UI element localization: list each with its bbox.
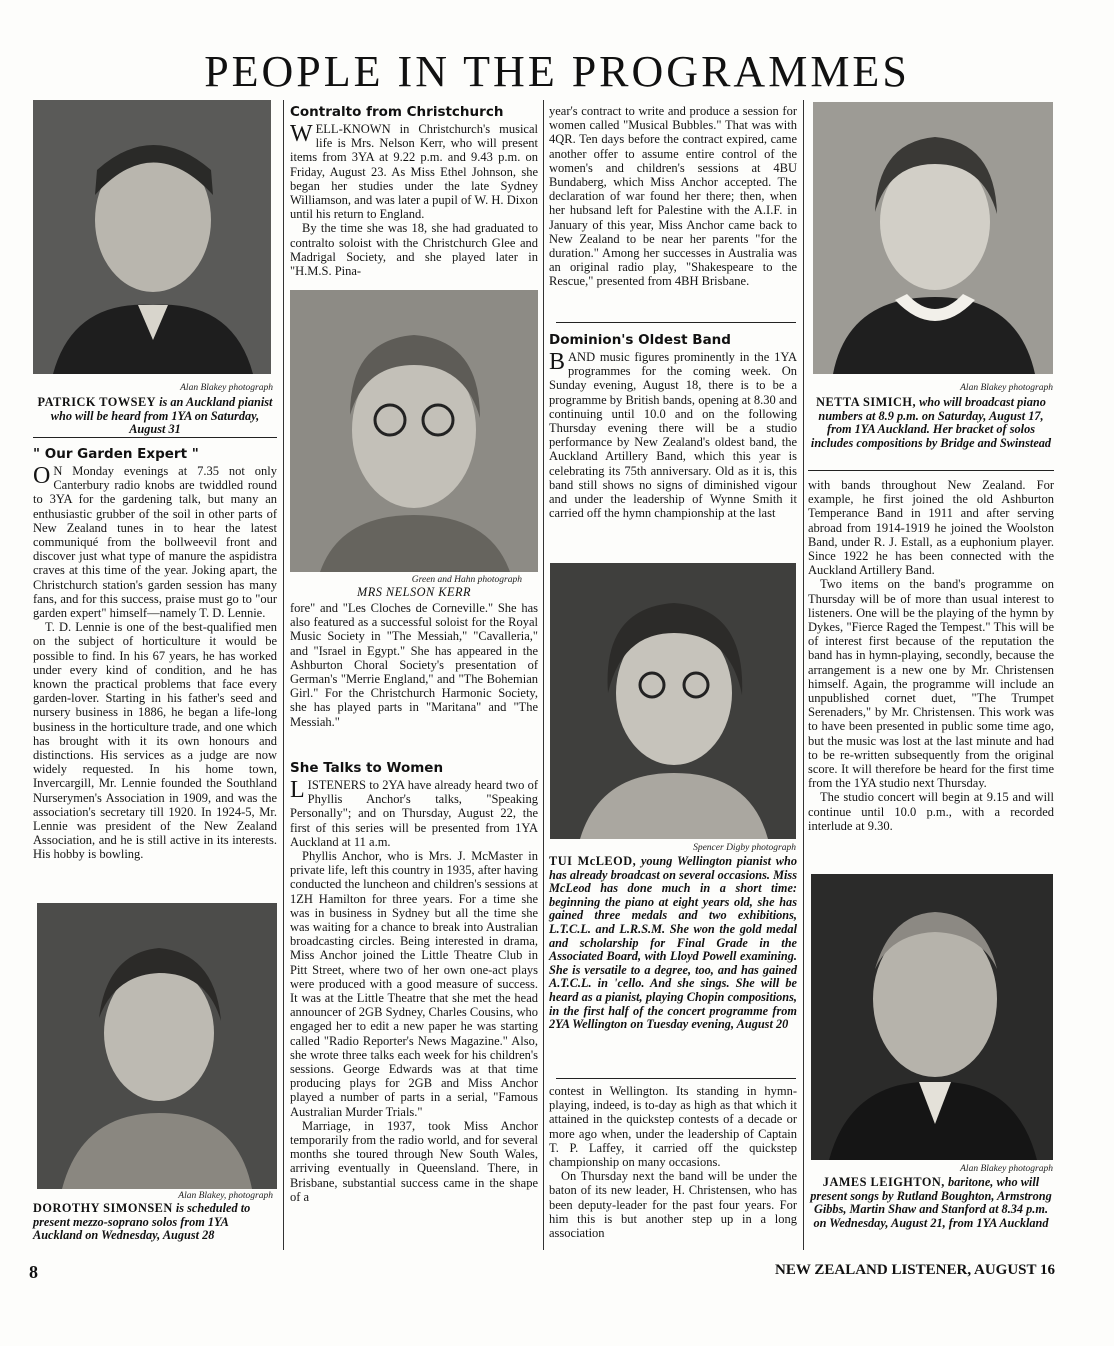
article-paragraph: Two items on the band's programme on Thursday will be of more than usual interest to listeners. One will be the playing of the hymn by Dykes, "Fierce Raged the Tempest." This will be of interest first because of the reputation the band has in hymn-playing, secondly, because the arrangement is a new one by Mr. Christensen himself. Again, the programme will include an unpublished cornet duet, "The Trumpet Serenaders," by Mr. Christensen. This work was to have been presented in public some time ago, but the music was lost at the last minute and had to be re-written subsequently from the original score. It will therefore be heard for the first time from the 1YA studio next Thursday.	[808, 577, 1054, 791]
caption-text: is an Auckland pianist who will be heard from 1YA on Saturday, August 31	[50, 395, 273, 437]
photo-credit-kerr: Green and Hahn photograph	[411, 575, 522, 585]
photo-credit-leighton: Alan Blakey photograph	[960, 1164, 1053, 1174]
caption-name: TUI McLEOD,	[549, 854, 637, 868]
article-heading: Dominion's Oldest Band	[549, 332, 731, 348]
divider	[808, 470, 1054, 471]
column-divider	[283, 100, 284, 1250]
portrait-woman-icon	[37, 903, 277, 1189]
photo-credit-towsey: Alan Blakey photograph	[180, 383, 273, 393]
caption-kerr	[290, 586, 538, 600]
caption-name: JAMES LEIGHTON,	[822, 1175, 945, 1189]
photo-tui-mcleod	[550, 563, 796, 839]
article-paragraph: T. D. Lennie is one of the best-qualified men on the subject of horticulture it would be possible to find. In his 67 years, he has worked under every kind of condition, and he has known the practical problems that face every garden-lover. Starting in his father's seed and nursery business in 1886, he began a life-long business in the horticulture trade, and one which has brought with it its own honours and distinctions. His services as a judge are now widely requested. In his home town, Invercargill, Mr. Lennie founded the Southland Nurserymen's Association in 1909, and was the association's secretary till 1920. In 1924-5, Mr. Lennie was president of the New Zealand Association, and he is still active in its interests. His hobby is bowling.	[33, 620, 277, 862]
portrait-older-man-icon	[811, 874, 1053, 1160]
article-paragraph: By the time she was 18, she had graduated to contralto soloist with the Christchurch Glee and Madrigal Society, and she played later in "H.M.S. Pina-	[290, 221, 538, 279]
portrait-young-woman-icon	[550, 563, 796, 839]
column-divider	[543, 100, 544, 1250]
caption-name: NETTA SIMICH,	[816, 395, 917, 409]
article-heading: Contralto from Christchurch	[290, 104, 504, 120]
page-number: 8	[29, 1262, 38, 1282]
photo-dorothy-simonsen	[37, 903, 277, 1189]
portrait-woman-glasses-icon	[290, 290, 538, 572]
photo-credit-simich: Alan Blakey photograph	[960, 383, 1053, 393]
caption-text: young Wellington pianist who has already broadcast on several occasions. Miss McLeod has done much in a short time: beginning the piano at eight years old, she has gained three medals and two exhibitions, L.T.C.L. and L.R.S.M. She won the gold medal and scholarship for Final Grade in the Associated Board, with Lloyd Powell examining. She is versatile to a degree, too, and has gained A.T.C.L. in 'cello. And she sings. She will be heard as a pianist, playing Chopin compositions, in the first half of the concert programme from 2YA Wellington on Tuesday evening, August 20	[549, 854, 797, 1032]
caption-name: DOROTHY SIMONSEN	[33, 1201, 173, 1215]
article-paragraph: AND music figures prominently in the 1YA programmes for the coming week. On Sunday evening, August 18, there is to be a programme by British bands, opening at 8.30 and continuing until 10.0 and on the following Thursday evening there will be a studio performance by New Zealand's oldest band, the Auckland Artillery Band, which this year is celebrating its 75th anniversary. Old as it is, this band still shows no signs of diminished vigour and under the leadership of Wynne Smith it carried off the hymn championship at the last	[549, 350, 797, 521]
caption-text: is scheduled to present mezzo-soprano solos from 1YA Auckland on Wednesday, August 28	[33, 1201, 251, 1243]
photo-patrick-towsey	[33, 100, 271, 374]
article-paragraph: Marriage, in 1937, took Miss Anchor temporarily from the radio world, and for several months she toured through New South Wales, arriving eventually in Queensland. There, in Brisbane, substantial success came in the shape of a	[290, 1118, 538, 1204]
divider	[556, 1078, 796, 1079]
article-paragraph: The studio concert will begin at 9.15 and will continue until 10.0 p.m., with a recorded interlude at 9.30.	[808, 790, 1054, 833]
article-contralto-continued	[290, 601, 538, 729]
article-paragraph: year's contract to write and produce a session for women called "Musical Bubbles." That was with 4QR. Ten days before the contract expired, came another offer to assume entire control of the women's and children's sessions at 4BU Bundaberg, which Miss Anchor accepted. The declaration of war found her there; then, when her hubsand left for Palestine with the A.I.F. in January of this year, Miss Anchor came back to New Zealand to be near her parents "for the duration." Among her successes in Australia was an original radio play, "Shakespeare to the Rescue," presented from 4BH Brisbane.	[549, 104, 797, 289]
portrait-woman-collar-icon	[813, 102, 1053, 374]
drop-cap: L	[290, 777, 305, 803]
caption-simonsen	[33, 1202, 277, 1243]
article-heading: She Talks to Women	[290, 760, 444, 776]
caption-name: PATRICK TOWSEY	[37, 395, 157, 409]
article-paragraph: On Thursday next the band will be under the baton of its new leader, H. Christensen, who has been deputy-leader for the past four years. For him this is but another step up in a long association	[549, 1169, 797, 1241]
caption-towsey	[33, 396, 277, 437]
divider	[556, 322, 796, 323]
article-oldest-band-continued-2	[808, 478, 1054, 833]
article-contralto	[290, 104, 538, 278]
portrait-man-icon	[33, 100, 271, 374]
article-garden-expert	[33, 446, 277, 862]
caption-mcleod	[549, 855, 797, 1032]
caption-text: who will broadcast piano numbers at 8.9 p.m. on Saturday, August 17, from 1YA Auckland. Her bracket of solos includes compositions by Bridge and Swinstead	[810, 395, 1052, 450]
article-paragraph: ELL-KNOWN in Christchurch's musical life is Mrs. Nelson Kerr, who will present items from 3YA at 9.22 p.m. and 9.43 p.m. on Friday, August 23. As Miss Ethel Johnson, she began her studies under the late Sydney Williamson, and was later a pupil of W. H. Dixon until his return to England.	[290, 122, 538, 222]
article-oldest-band	[549, 332, 797, 520]
caption-text: baritone, who will present songs by Rutland Boughton, Armstrong Gibbs, Martin Shaw and Stanford at 8.34 p.m. on Wednesday, August 21, from 1YA Auckland	[810, 1175, 1052, 1230]
article-paragraph: Phyllis Anchor, who is Mrs. J. McMaster in private life, left this country in 1935, after having conducted the luncheon and children's sessions at 1ZH Hamilton for three years. For a time she was in business in Sydney but all the time she was waiting for a chance to break into Australian broadcasting circles. Being interested in drama, Miss Anchor joined the Little Theatre Club in Pitt Street, where two of her own one-act plays were produced with a good measure of success. It was at the Little Theatre that she met the head announcer of 2GB Sydney, Charles Cousins, who engaged her to edit a new paper he was starting called "Radio Reporter's News Magazine." Also, she wrote three talks each week for his children's sessions. George Edwards was at that time producing plays for 2GB and Miss Anchor played a number of parts in a serial, "Famous Australian Murder Trials."	[290, 849, 538, 1119]
page-title: PEOPLE IN THE PROGRAMMES	[204, 47, 910, 96]
article-she-talks	[290, 760, 538, 1204]
article-heading: " Our Garden Expert "	[33, 446, 199, 462]
article-she-talks-continued	[549, 104, 797, 289]
column-divider	[803, 100, 804, 1250]
caption-leighton	[808, 1176, 1054, 1230]
caption-simich	[808, 396, 1054, 450]
photo-nelson-kerr	[290, 290, 538, 572]
caption-name: MRS NELSON KERR	[356, 585, 472, 599]
article-paragraph: fore" and "Les Cloches de Corneville." She has also featured as a successful soloist for the Royal Music Society in "The Messiah," "Cavalleria," and "Israel in Egypt." She has appeared in the Ashburton Choral Society's presentation of German's "Merrie England," and "The Bohemian Girl." For the Christchurch Harmonic Society, she has played parts in "Maritana" and "The Messiah."	[290, 601, 538, 729]
photo-netta-simich	[813, 102, 1053, 374]
article-paragraph: with bands throughout New Zealand. For example, he first joined the old Ashburton Temperance Band in 1911 and after serving abroad from 1914-1919 he joined the Woolston Band, under R. J. Estall, as a euphonium player. Since 1922 he has been connected with the Auckland Artillery Band.	[808, 478, 1054, 578]
photo-credit-mcleod: Spencer Digby photograph	[693, 843, 796, 853]
divider	[33, 437, 277, 438]
article-paragraph: ISTENERS to 2YA have already heard two of Phyllis Anchor's talks, "Speaking Personally"; and on Thursday, August 22, the first of this series will be presented from 1YA Auckland at 11 a.m.	[290, 778, 538, 849]
article-oldest-band-continued	[549, 1084, 797, 1240]
drop-cap: W	[290, 121, 313, 147]
article-paragraph: contest in Wellington. Its standing in hymn-playing, indeed, is to-day as high as that which it attained in the quickstep contests of a decade or more ago when, under the leadership of Captain T. P. Laffey, it carried off the quickstep championship on many occasions.	[549, 1084, 797, 1170]
article-paragraph: N Monday evenings at 7.35 not only Canterbury radio knobs are twiddled round to 3YA for the gardening talk, but many an enthusiastic grubber of the soil in other parts of New Zealand tunes in to hear the latest communiqué from the bollweevil front and discover just what type of manure the aspidistra craves at this time of the year. Joking apart, the Christchurch station's garden session has many fans, and for this success, praise must go to "our garden expert" himself—namely T. D. Lennie.	[33, 464, 277, 621]
photo-credit-simonsen: Alan Blakey, photograph	[178, 1191, 273, 1201]
drop-cap: B	[549, 349, 566, 375]
publication-footer: NEW ZEALAND LISTENER, AUGUST 16	[775, 1262, 1055, 1278]
drop-cap: O	[33, 463, 51, 489]
photo-james-leighton	[811, 874, 1053, 1160]
